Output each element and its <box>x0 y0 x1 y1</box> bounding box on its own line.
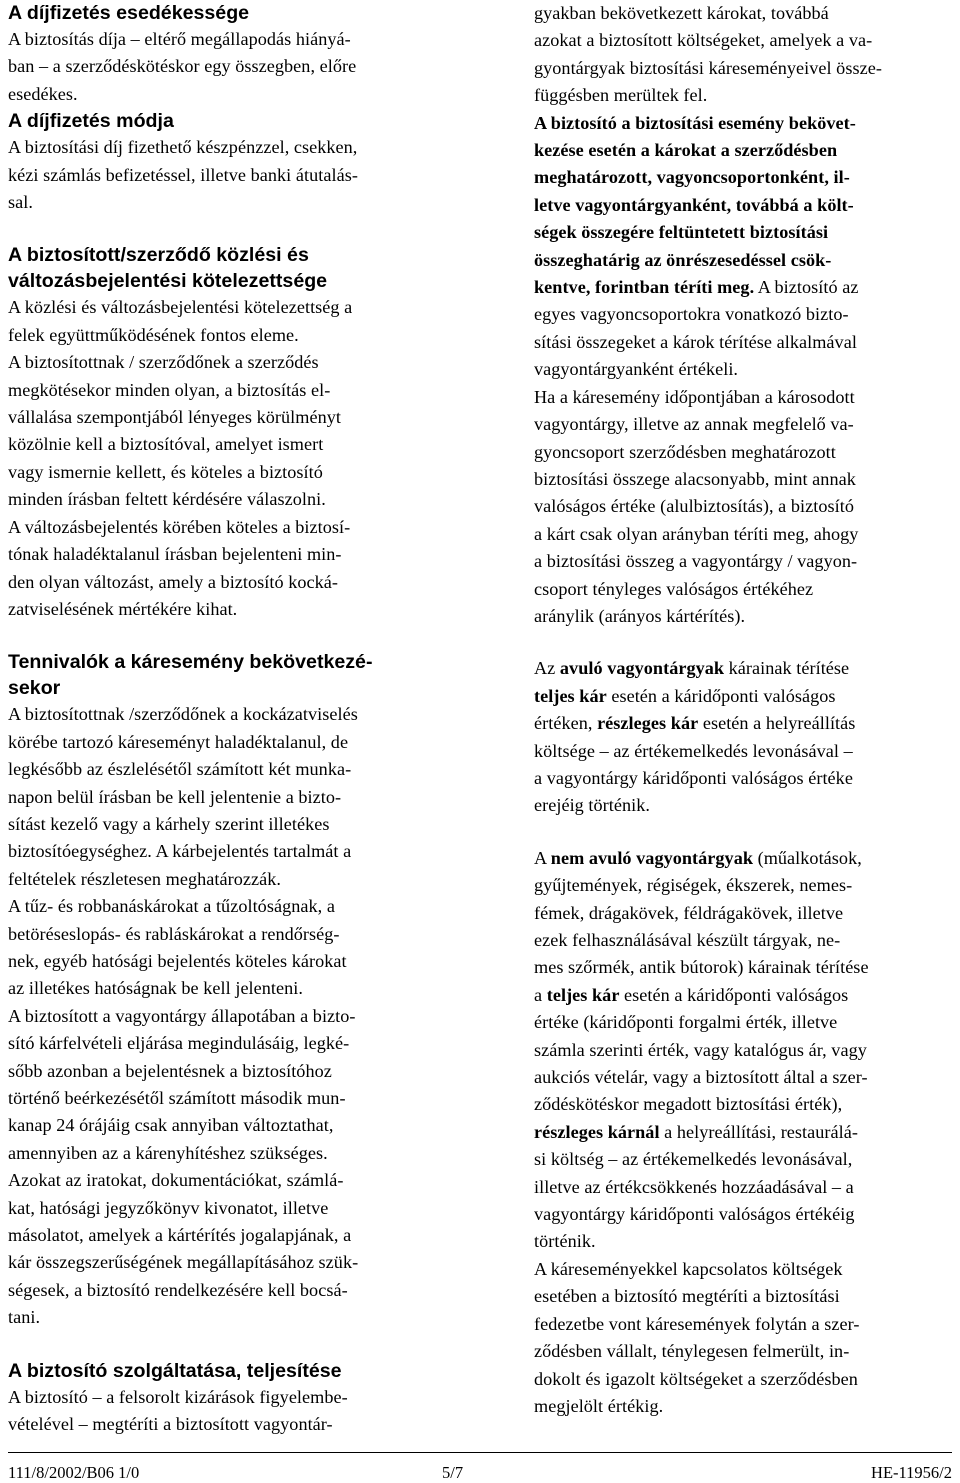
heading-claims: Tennivalók a káresemény bekövetkezé- sekor <box>8 651 373 700</box>
paragraph-service: A biztosító – a felsorolt kizárások figyelembe- vételével – megtéríti a biztosított vagyontár- <box>8 1386 348 1435</box>
footer-page-number: 5/7 <box>442 1463 464 1482</box>
paragraph-disclosure-2: A biztosítottnak / szerződőnek a szerződés megkötésekor minden olyan, a biztosítás el- vállalása szempontjából lényeges körülményt közölnie kell a biztosítóval, amelyet ismert vagy ismernie kellett, és köteles a biztosító minden írásban feltett kérdésére válaszolni. <box>8 352 341 510</box>
bold-groups: A biztosító a biztosítási esemény bekövet- kezése esetén a károkat a szerződésben meghatározott, vagyoncsoportonként, il- letve vagyontárgyanként, továbbá a költ- ségek összegére feltüntetett biztosítási összeghatárig az önrészesedéssel csök- kentve, forintban téríti meg. <box>534 112 856 298</box>
paragraph-disclosure-1: A közlési és változásbejelentési kötelezettség a felek együttműködésének fontos eleme. <box>8 297 353 345</box>
text-run: esetén a káridőponti valóságos értéke (káridőponti forgalmi érték, illetve számla szerinti érték, vagy katalógus ár, vagy aukciós vételár, vagy a biztosított által a szer- ződéskötéskor megadott biztosítási érték), <box>534 984 868 1115</box>
groups-tail: A biztosító az egyes vagyoncsoportokra vonatkozó bizto- sítási összegeket a károk térítése alkalmával vagyontárgyanként értékeli. <box>534 277 859 380</box>
paragraph-groups <box>534 110 954 384</box>
paragraph-depreciating <box>534 655 954 819</box>
paragraph-non-depreciating <box>534 845 954 1256</box>
bold-run: avuló vagyontárgyak <box>559 658 725 679</box>
paragraph-claims-4: Azokat az iratokat, dokumentációkat, számlá- kat, hatósági jegyzőkönyv kivonatot, illetve másolatot, amelyek a kártérítés jogalapjának, a kár összegszerűségének megállapításához szük- ségesek, a biztosító rendelkezésére kell bocsá- tani. <box>8 1170 359 1328</box>
paragraph-claims-2: A tűz- és robbanáskárokat a tűzoltóságnak, a betöréseslopás- és rabláskárokat a rendőrség- nek, egyéb hatósági bejelentés köteles károkat az illetékes hatóságnak be kell jelenteni. <box>8 896 347 999</box>
paragraph-payment-due: A biztosítás díja – eltérő megállapodás hiányá- ban – a szerződéskötéskor egy összegben, előre esedékes. <box>8 29 357 104</box>
text-run: esetén a helyreállítás költsége – az értékemelkedés levonásával – a vagyontárgy káridőponti valóságos értéke erejéig történik. <box>534 713 856 816</box>
text-run: (műalkotások, gyűjtemények, régiségek, ékszerek, nemes- fémek, drágakövek, féldrágakövek, illetve ezek felhasználásával készült tárgyak, ne- mes szőrmék, antik bútorok) kárainak térítése a <box>534 847 869 1005</box>
bold-run: nem avuló vagyontárgyak <box>550 847 754 868</box>
paragraph-continuation: gyakban bekövetkezett károkat, továbbá azokat a biztosított költségeket, amelyek a va- gyontárgyak biztosítási káreseményeivel össze- függésben merültek fel. <box>534 3 882 106</box>
paragraph-payment-method: A biztosítási díj fizethető készpénzzel, csekken, kézi számlás befizetéssel, illetve banki átutalás- sal. <box>8 137 358 213</box>
paragraph-costs: A káreseményekkel kapcsolatos költségek esetében a biztosító megtéríti a biztosítási fedezetbe vont káresemények folytán a szer- ződésben vállalt, ténylegesen felmerült, in- dokolt és igazolt költségeket a szerződésben megjelölt értékig. <box>534 1258 860 1416</box>
right-column <box>534 0 954 1420</box>
left-column <box>8 0 466 1438</box>
paragraph-claims-1: A biztosítottnak /szerződőnek a kockázatviselés körébe tartozó káreseményt haladéktalanul, de legkésőbb az észlelésétől számított két munka- napon belül írásban be kell jelentenie a bizto- sítást kezelő vagy a kárhely szerint illetékes biztosítóegységhez. A kárbejelentés tartalmát a feltételek részletesen meghatározzák. <box>8 704 358 889</box>
text-run: A <box>534 847 551 868</box>
bold-run: részleges kár <box>597 713 699 734</box>
footer-doc-code: 111/8/2002/B06 1/0 <box>8 1463 140 1482</box>
text-run: Az <box>534 658 560 679</box>
heading-service: A biztosító szolgáltatása, teljesítése <box>8 1359 342 1382</box>
paragraph-underinsurance: Ha a káresemény időpontjában a károsodott vagyontárgy, illetve az annak megfelelő va- gyoncsoport szerződésben meghatározott biztosítási összege alacsonyabb, mint annak valóságos értéke (alulbiztosítás), a biztosító a kárt csak olyan arányban téríti meg, ahogy a biztosítási összeg a vagyontárgy / vagyon- csoport tényleges valóságos értékéhez aránylik (arányos kártérítés). <box>534 386 859 626</box>
paragraph-claims-3: A biztosított a vagyontárgy állapotában a bizto- sító kárfelvételi eljárása megindulásáig, legké- sőbb azonban a bejelentésnek a biztosítóhoz történő beérkezésétől számított második mun- kanap 24 órájáig csak annyiban változtathat, amennyiben az a kárenyhítéshez szükséges. <box>8 1005 356 1163</box>
heading-disclosure: A biztosított/szerződő közlési és változásbejelentési kötelezettsége <box>8 244 328 293</box>
text-run: a helyreállítási, restaurálá- si költség – az értékemelkedés levonásával, illetve az értékcsökkenés hozzáadásával – a vagyontárgy káridőponti valóságos értékéig történik. <box>534 1121 858 1252</box>
paragraph-disclosure-3: A változásbejelentés körében köteles a biztosí- tónak haladéktalanul írásban bejelenteni min- den olyan változást, amely a biztosító kocká- zatviselésének mértékére kihat. <box>8 516 351 619</box>
bold-run: teljes kár <box>546 984 620 1005</box>
text-run: esetén a káridőponti valóságos értéken, <box>534 685 836 734</box>
bold-run: teljes kár <box>534 685 607 706</box>
footer-reference: HE-11956/2 <box>871 1463 952 1482</box>
bold-run: részleges kárnál <box>534 1121 660 1142</box>
heading-payment-due: A díjfizetés esedékessége <box>8 2 250 24</box>
page-footer <box>8 1452 952 1483</box>
text-run: kárainak térítése <box>728 658 850 679</box>
heading-payment-method: A díjfizetés módja <box>8 110 174 133</box>
